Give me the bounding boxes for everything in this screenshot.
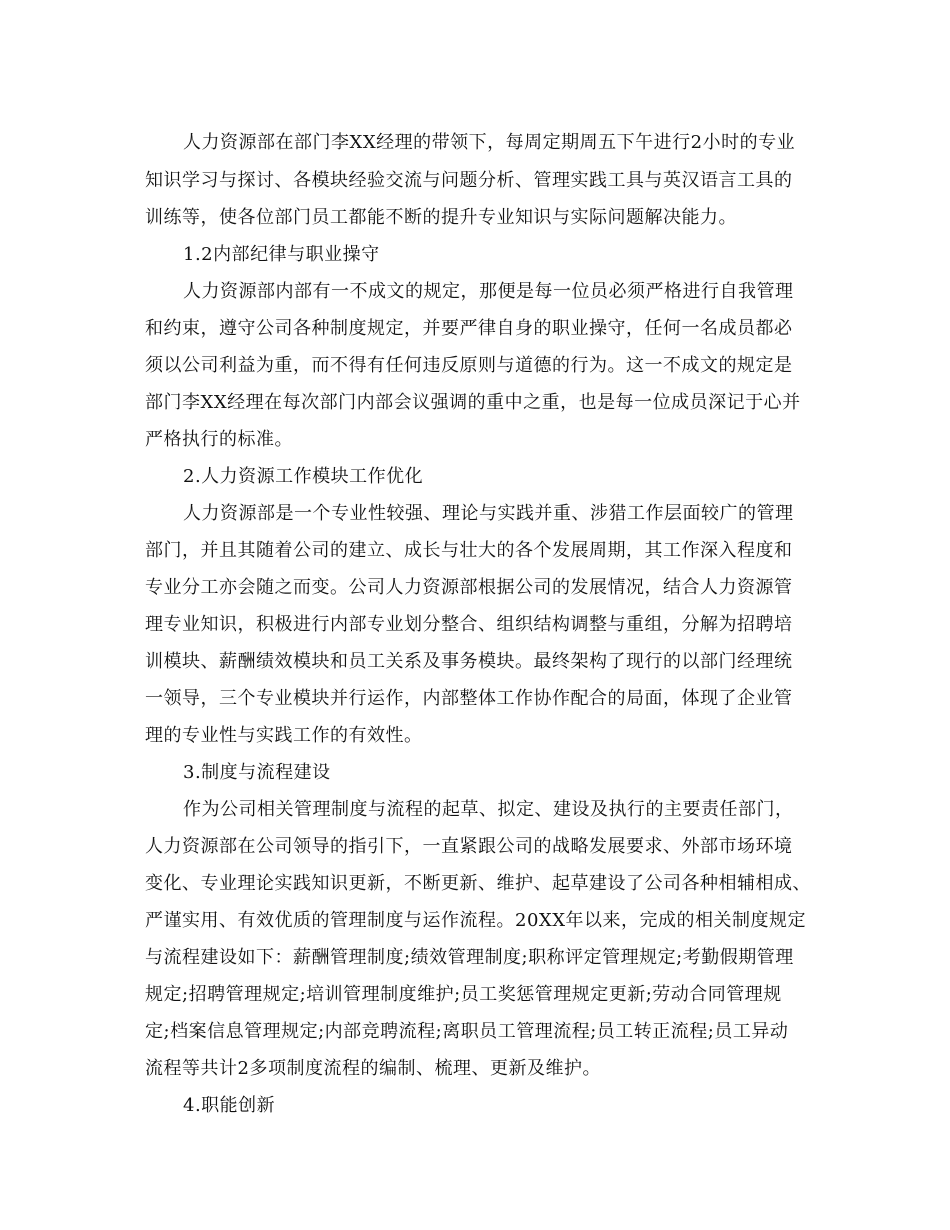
section-heading: 3.制度与流程建设 xyxy=(183,762,331,783)
body-text-line: 与流程建设如下：薪酬管理制度;绩效管理制度;职称评定管理规定;考勤假期管理 xyxy=(145,947,794,968)
body-text-line: 一领导，三个专业模块并行运作，内部整体工作协作配合的局面，体现了企业管 xyxy=(145,688,793,709)
body-text-line: 变化、专业理论实践知识更新，不断更新、维护、起草建设了公司各种相辅相成、 xyxy=(145,873,811,894)
body-text-line: 人力资源部在部门李XX经理的带领下，每周定期周五下午进行2小时的专业 xyxy=(183,132,796,153)
section-heading: 1.2内部纪律与职业操守 xyxy=(183,244,380,265)
body-text-line: 流程等共计2多项制度流程的编制、梳理、更新及维护。 xyxy=(145,1058,601,1079)
body-text-line: 人力资源部内部有一不成文的规定，那便是每一位员必须严格进行自我管理 xyxy=(183,281,794,302)
body-text-line: 专业分工亦会随之而变。公司人力资源部根据公司的发展情况，结合人力资源管 xyxy=(145,577,793,598)
body-text-line: 部门李XX经理在每次部门内部会议强调的重中之重，也是每一位成员深记于心并 xyxy=(145,392,801,413)
body-text-line: 部门，并且其随着公司的建立、成长与壮大的各个发展周期，其工作深入程度和 xyxy=(145,540,793,561)
body-text-line: 规定;招聘管理规定;培训管理制度维护;员工奖惩管理规定更新;劳动合同管理规 xyxy=(145,984,782,1005)
section-heading: 4.职能创新 xyxy=(183,1095,276,1116)
body-text-line: 定;档案信息管理规定;内部竞聘流程;离职员工管理流程;员工转正流程;员工异动 xyxy=(145,1021,789,1042)
body-text-line: 和约束，遵守公司各种制度规定，并要严律自身的职业操守，任何一名成员都必 xyxy=(145,318,793,339)
section-heading: 2.人力资源工作模块工作优化 xyxy=(183,466,424,487)
body-text-line: 训模块、薪酬绩效模块和员工关系及事务模块。最终架构了现行的以部门经理统 xyxy=(145,651,793,672)
body-text-line: 严谨实用、有效优质的管理制度与运作流程。20XX年以来，完成的相关制度规定 xyxy=(145,910,807,931)
body-text-line: 训练等，使各位部门员工都能不断的提升专业知识与实际问题解决能力。 xyxy=(145,207,737,228)
body-text-line: 须以公司利益为重，而不得有任何违反原则与道德的行为。这一不成文的规定是 xyxy=(145,355,793,376)
body-text-line: 人力资源部是一个专业性较强、理论与实践并重、涉猎工作层面较广的管理 xyxy=(183,503,794,524)
body-text-line: 人力资源部在公司领导的指引下，一直紧跟公司的战略发展要求、外部市场环境 xyxy=(145,836,793,857)
body-text-line: 严格执行的标准。 xyxy=(145,429,293,450)
body-text-line: 作为公司相关管理制度与流程的起草、拟定、建设及执行的主要责任部门， xyxy=(183,799,794,820)
body-text-line: 知识学习与探讨、各模块经验交流与问题分析、管理实践工具与英汉语言工具的 xyxy=(145,170,793,191)
body-text-line: 理的专业性与实践工作的有效性。 xyxy=(145,725,423,746)
body-text-line: 理专业知识，积极进行内部专业划分整合、组织结构调整与重组，分解为招聘培 xyxy=(145,614,793,635)
